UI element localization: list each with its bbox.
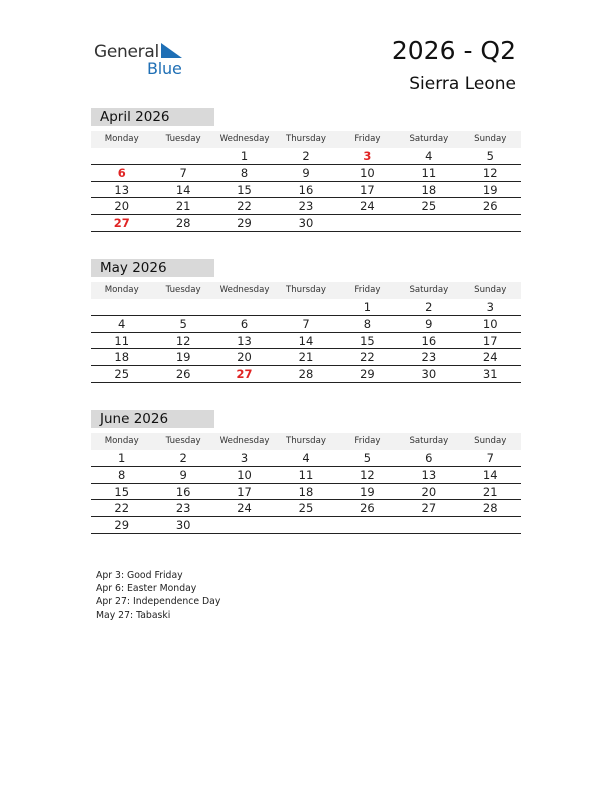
day-cell: 9: [425, 316, 433, 331]
day-cell: 20: [114, 199, 130, 214]
day-cell: 26: [175, 367, 191, 382]
day-cell: 13: [237, 333, 252, 348]
calendar-grid: [91, 433, 521, 534]
day-cell: 20: [237, 350, 252, 365]
weekday-label: Wednesday: [219, 285, 270, 295]
day-cell: 22: [237, 199, 252, 214]
calendar-grid: [91, 282, 521, 383]
week-row: [91, 467, 521, 484]
day-cell: 28: [175, 216, 191, 231]
day-cell: 18: [114, 350, 130, 365]
weekday-label: Tuesday: [165, 436, 201, 446]
day-cell: 9: [302, 165, 310, 180]
day-cell: 12: [482, 165, 498, 180]
day-cell: 29: [114, 518, 130, 533]
day-cell: [214, 299, 275, 315]
weekday-header-row: [91, 131, 521, 148]
weekday-label: Monday: [104, 285, 139, 295]
day-cell: 12: [175, 333, 191, 348]
month-label: June 2026: [91, 410, 214, 428]
weekday-label: Saturday: [409, 285, 449, 295]
day-cell: [275, 299, 336, 315]
logo-triangle-icon: [161, 43, 183, 59]
weekday-label: Friday: [354, 285, 381, 295]
day-cell: 6: [240, 316, 249, 331]
day-cell: 18: [298, 484, 314, 499]
day-cell: 24: [482, 350, 498, 365]
day-cell: 10: [237, 467, 252, 482]
day-cell: [91, 148, 152, 164]
calendar-grid: [91, 131, 521, 232]
weekday-label: Saturday: [409, 134, 449, 144]
day-cell: 25: [114, 367, 130, 382]
weekday-label: Wednesday: [219, 436, 270, 446]
day-cell: 2: [302, 149, 310, 163]
page-title: 2026 - Q2: [391, 36, 516, 65]
day-cell: 29: [360, 367, 375, 382]
day-cell: 7: [302, 316, 310, 331]
day-cell: 14: [175, 182, 191, 197]
day-cell: [275, 517, 336, 533]
day-cell: 25: [421, 199, 437, 214]
day-cell: 22: [360, 350, 375, 365]
day-cell: 19: [482, 182, 498, 197]
month-june: [91, 410, 521, 534]
day-cell: 17: [482, 333, 498, 348]
week-row: [91, 484, 521, 501]
week-row: [91, 500, 521, 517]
weekday-label: Monday: [104, 436, 139, 446]
week-row: [91, 349, 521, 366]
day-cell: 17: [360, 182, 375, 197]
day-cell: 6: [425, 451, 433, 465]
weekday-label: Monday: [104, 134, 139, 144]
week-row: [91, 198, 521, 215]
day-cell: [460, 215, 521, 231]
day-cell: 24: [237, 501, 252, 516]
day-cell: 14: [482, 467, 498, 482]
day-cell: 4: [425, 149, 433, 163]
day-cell: 7: [486, 451, 494, 465]
day-cell: 17: [237, 484, 252, 499]
brand-logo: [94, 40, 194, 80]
day-cell: 16: [421, 333, 437, 348]
week-row: [91, 215, 521, 232]
week-row: [91, 182, 521, 199]
day-cell: 1: [240, 149, 249, 163]
day-cell: 2: [179, 451, 187, 465]
day-cell: 5: [179, 316, 187, 331]
weekday-label: Sunday: [474, 285, 507, 295]
day-cell: 7: [179, 165, 187, 180]
day-cell: 19: [175, 350, 191, 365]
day-cell: 13: [114, 182, 130, 197]
day-cell: 22: [114, 501, 130, 516]
day-cell: 23: [298, 199, 314, 214]
day-cell: [152, 299, 213, 315]
day-cell: 16: [298, 182, 314, 197]
holiday-note: May 27: Tabaski: [96, 609, 171, 621]
weekday-label: Friday: [354, 134, 381, 144]
day-cell: 9: [179, 467, 187, 482]
month-april: [91, 108, 521, 232]
holiday-note: Apr 6: Easter Monday: [96, 583, 197, 595]
day-cell: 20: [421, 484, 437, 499]
day-cell: 8: [240, 165, 249, 180]
weekday-label: Wednesday: [219, 134, 270, 144]
weekday-label: Tuesday: [165, 285, 201, 295]
day-cell: 29: [237, 216, 252, 231]
day-cell: 28: [298, 367, 314, 382]
day-cell: 1: [363, 300, 372, 314]
day-cell: [337, 215, 398, 231]
day-cell: 27: [421, 501, 437, 516]
day-cell: 5: [486, 149, 494, 163]
weekday-label: Thursday: [285, 134, 326, 144]
weekday-header-row: [91, 433, 521, 450]
day-cell: 4: [302, 451, 310, 465]
day-cell: 21: [482, 484, 498, 499]
weekday-label: Sunday: [474, 134, 507, 144]
weekday-label: Tuesday: [165, 134, 201, 144]
day-cell: [152, 148, 213, 164]
week-row: [91, 299, 521, 316]
weekday-label: Saturday: [409, 436, 449, 446]
day-cell: [91, 299, 152, 315]
holiday-day-cell: 3: [363, 149, 372, 163]
month-may: [91, 259, 521, 383]
holiday-note: Apr 27: Independence Day: [96, 596, 221, 608]
week-row: [91, 517, 521, 534]
weekday-header-row: [91, 282, 521, 299]
holiday-day-cell: 27: [236, 367, 253, 382]
day-cell: 15: [237, 182, 252, 197]
day-cell: 11: [421, 165, 437, 180]
day-cell: 8: [118, 467, 126, 482]
day-cell: 8: [363, 316, 372, 331]
holiday-day-cell: 6: [117, 165, 126, 180]
week-row: [91, 148, 521, 165]
country-name: Sierra Leone: [409, 74, 516, 94]
logo-text-general: General: [94, 42, 159, 62]
day-cell: 11: [114, 333, 130, 348]
holiday-day-cell: 27: [113, 216, 130, 231]
weekday-label: Sunday: [474, 436, 507, 446]
week-row: [91, 450, 521, 467]
day-cell: 2: [425, 300, 433, 314]
day-cell: 23: [421, 350, 437, 365]
month-label: May 2026: [91, 259, 214, 277]
day-cell: 30: [298, 216, 314, 231]
day-cell: 14: [298, 333, 314, 348]
day-cell: 5: [363, 451, 372, 465]
holiday-note: Apr 3: Good Friday: [96, 570, 183, 581]
day-cell: 3: [486, 300, 494, 314]
day-cell: 24: [360, 199, 375, 214]
day-cell: 30: [421, 367, 437, 382]
month-label: April 2026: [91, 108, 214, 126]
day-cell: 10: [482, 316, 498, 331]
week-row: [91, 316, 521, 333]
day-cell: 12: [360, 467, 375, 482]
day-cell: 28: [482, 501, 498, 516]
day-cell: 15: [114, 484, 130, 499]
day-cell: [214, 517, 275, 533]
day-cell: 26: [482, 199, 498, 214]
day-cell: [398, 517, 459, 533]
weekday-label: Thursday: [285, 285, 326, 295]
day-cell: 30: [175, 518, 191, 533]
day-cell: 25: [298, 501, 314, 516]
day-cell: 10: [360, 165, 375, 180]
weekday-label: Thursday: [285, 436, 326, 446]
logo-text-blue: Blue: [147, 59, 182, 78]
day-cell: 11: [298, 467, 314, 482]
day-cell: 13: [421, 467, 437, 482]
day-cell: 31: [482, 367, 498, 382]
day-cell: 26: [360, 501, 375, 516]
day-cell: 23: [175, 501, 191, 516]
day-cell: 15: [360, 333, 375, 348]
week-row: [91, 333, 521, 350]
week-row: [91, 366, 521, 383]
day-cell: [460, 517, 521, 533]
day-cell: [398, 215, 459, 231]
day-cell: [337, 517, 398, 533]
day-cell: 21: [175, 199, 191, 214]
day-cell: 19: [360, 484, 375, 499]
weekday-label: Friday: [354, 436, 381, 446]
day-cell: 4: [118, 316, 126, 331]
day-cell: 3: [240, 451, 249, 465]
day-cell: 18: [421, 182, 437, 197]
day-cell: 1: [118, 451, 126, 465]
holiday-notes: [96, 569, 220, 622]
day-cell: 16: [175, 484, 191, 499]
day-cell: 21: [298, 350, 314, 365]
week-row: [91, 165, 521, 182]
